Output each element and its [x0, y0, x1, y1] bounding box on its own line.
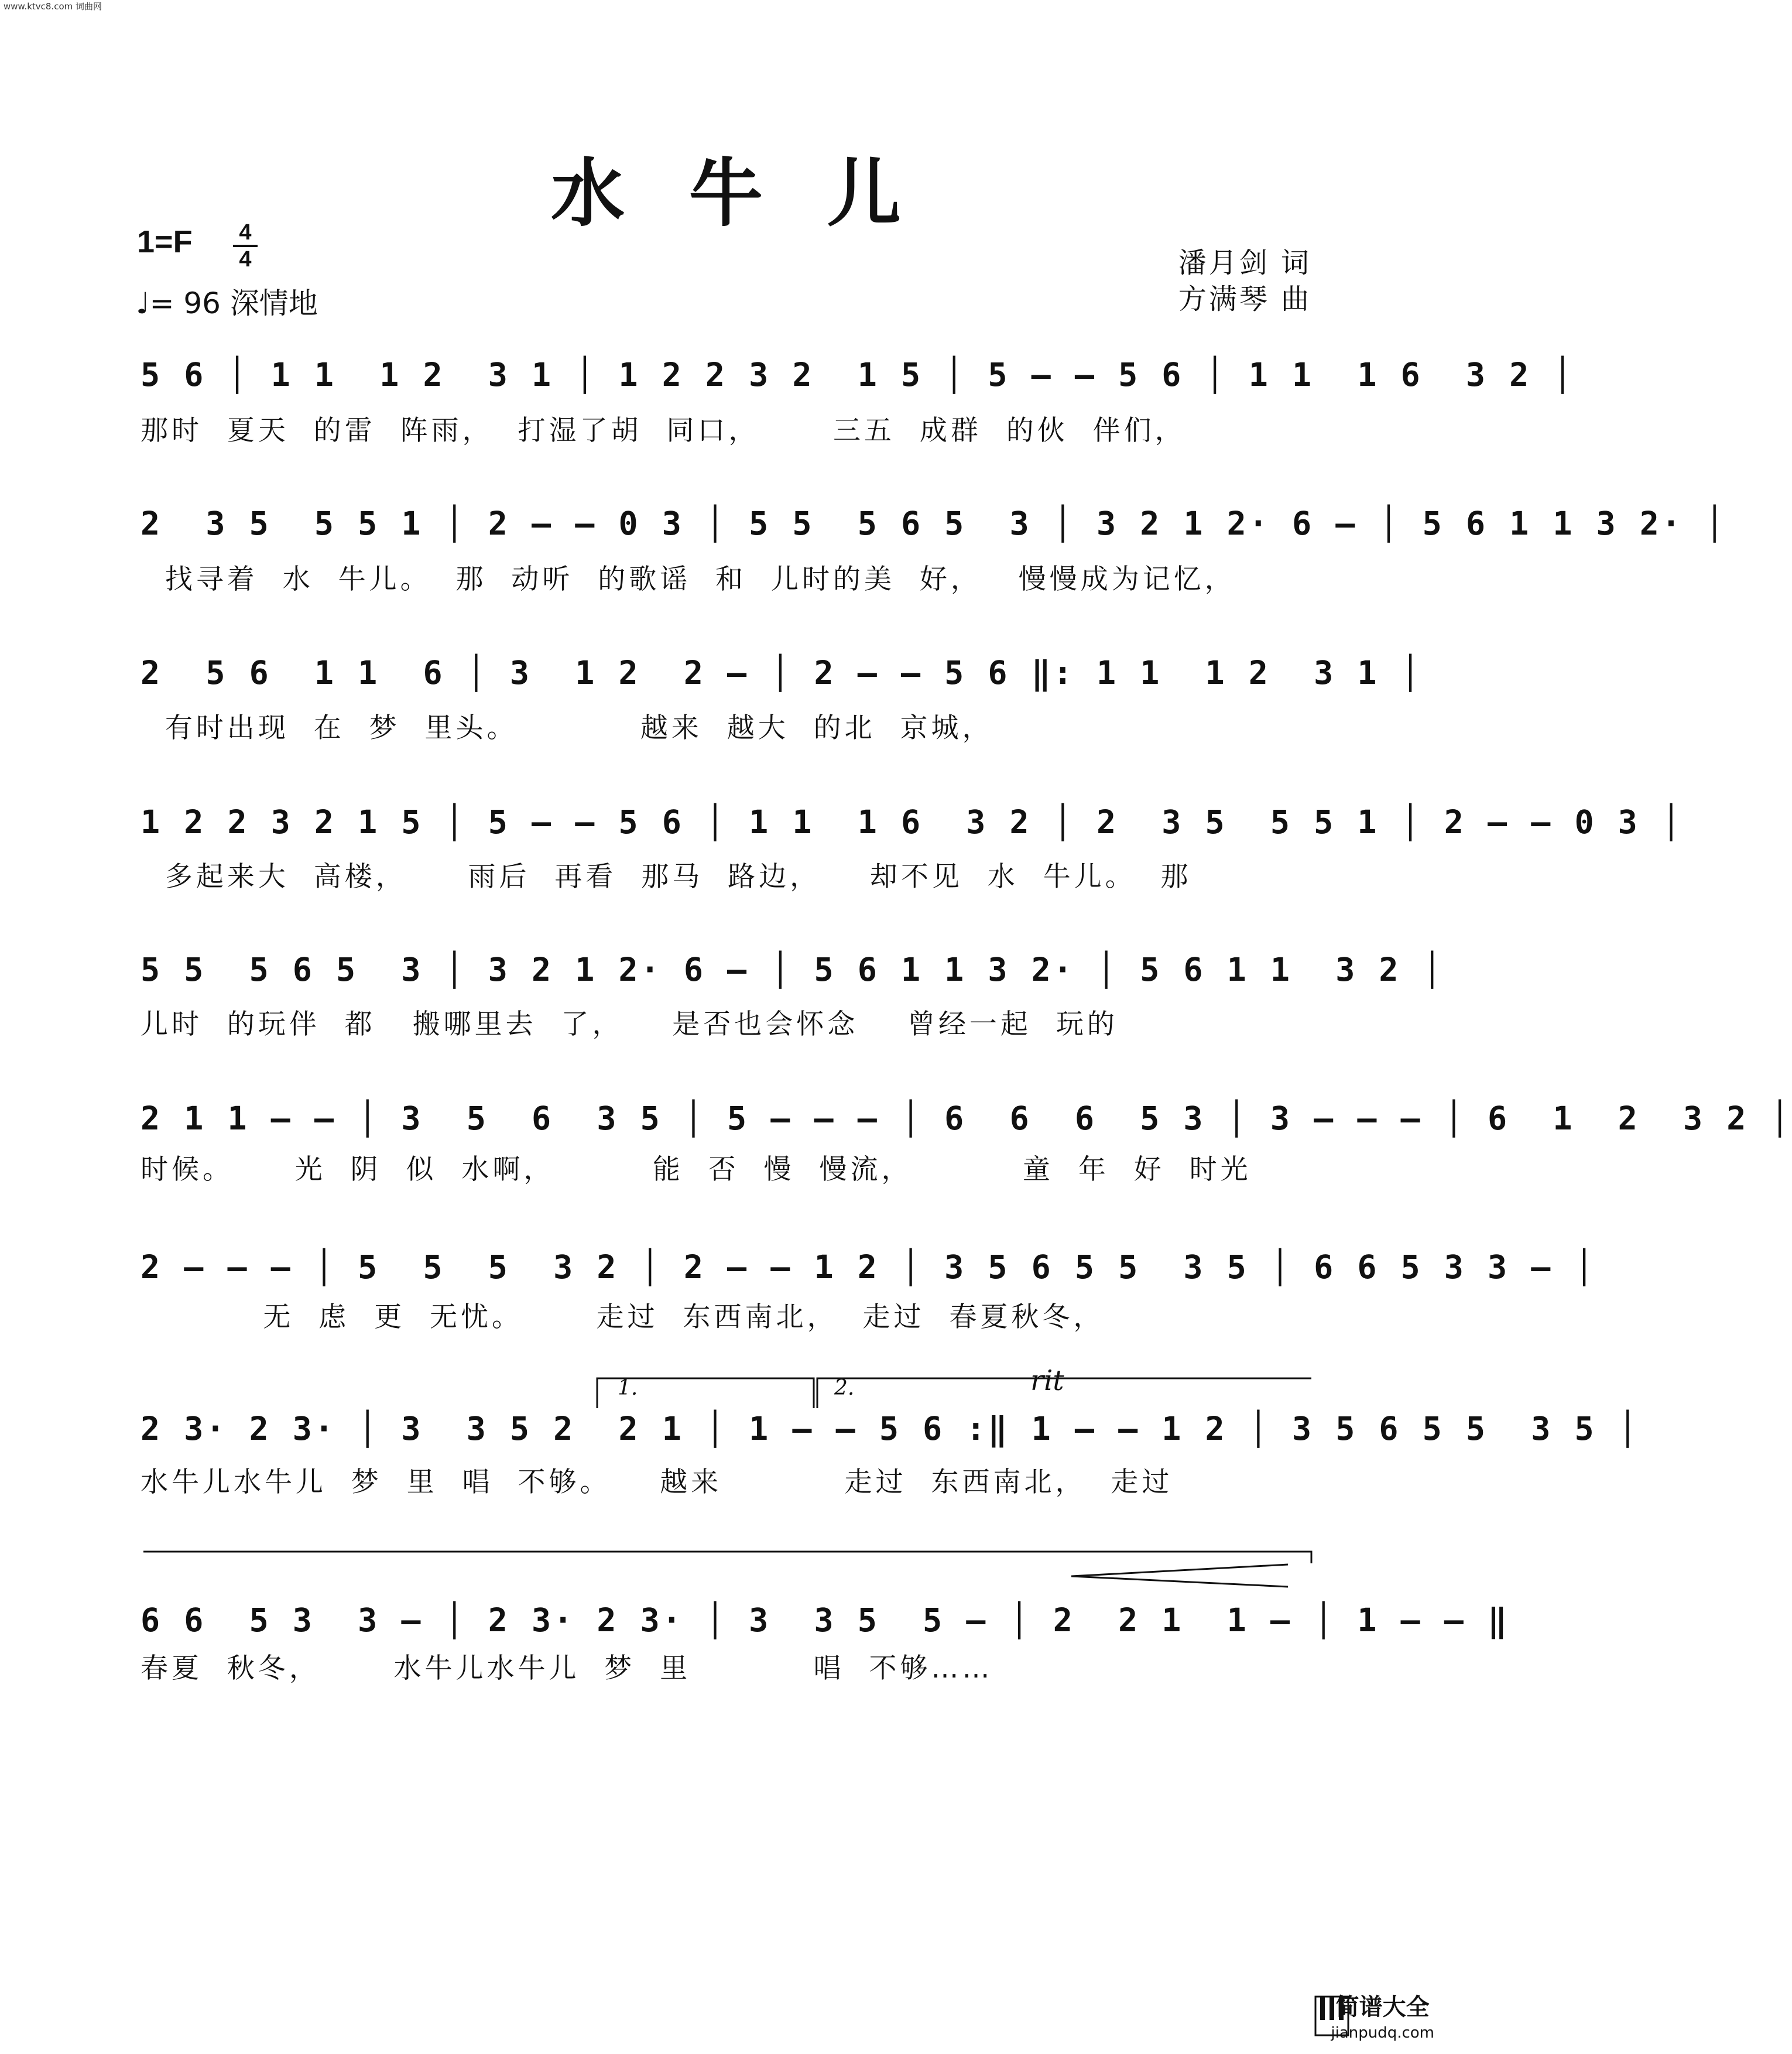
lyrics-line-2: 找寻着 水 牛儿。 那 动听 的歌谣 和 儿时的美 好， 慢慢成为记忆， — [141, 563, 1236, 595]
second-ending-label: 2. — [834, 1376, 855, 1400]
notation-line-8: 2 3· 2 3· │ 3 3 5 2 2 1 │ 1 – – 5 6 :‖ 1 – – 1 2 │ 3 5 6 5 5 3 5 │ — [141, 1410, 1640, 1447]
time-signature — [233, 221, 258, 271]
rit-extension-line — [143, 1552, 1311, 1563]
notation-line-4: 1 2 2 3 2 1 5 │ 5 – – 5 6 │ 1 1 1 6 3 2 │ 2 3 5 5 5 1 │ 2 – – 0 3 │ — [141, 803, 1684, 841]
lyrics-line-5: 儿时 的玩伴 都 搬哪里去 了， 是否也会怀念 曾经一起 玩的 — [141, 1008, 1118, 1040]
lyrics-line-1: 那时 夏天 的雷 阵雨， 打湿了胡 同口， 三五 成群 的伙 伴们， — [141, 415, 1186, 447]
lyrics-line-3: 有时出现 在 梦 里头。 越来 越大 的北 京城， — [141, 712, 993, 744]
lyrics-line-4: 多起来大 高楼， 雨后 再看 那马 路边， 却不见 水 牛儿。 那 — [141, 861, 1192, 893]
site-logo-url: jianpudq.com — [1331, 2024, 1434, 2042]
time-signature-bottom: 4 — [239, 247, 252, 272]
notation-line-1: 5 6 │ 1 1 1 2 3 1 │ 1 2 2 3 2 1 5 │ 5 – – 5 6 │ 1 1 1 6 3 2 │ — [141, 356, 1575, 393]
notation-line-9: 6 6 5 3 3 – │ 2 3· 2 3· │ 3 3 5 5 – │ 2 2 1 1 – │ 1 – – ‖ — [141, 1601, 1510, 1639]
lyrics-line-9: 春夏 秋冬， 水牛儿水牛儿 梦 里 唱 不够…… — [141, 1652, 993, 1685]
ritardando-mark: rit — [1030, 1364, 1064, 1397]
diminuendo-hairpin — [1071, 1565, 1288, 1587]
notation-line-5: 5 5 5 6 5 3 │ 3 2 1 2· 6 – │ 5 6 1 1 3 2· │ 5 6 1 1 3 2 │ — [141, 951, 1444, 988]
composer-credit: 方满琴 曲 — [1178, 283, 1311, 316]
second-ending-bracket — [817, 1378, 1311, 1408]
notation-line-6: 2 1 1 – – │ 3 5 6 3 5 │ 5 – – – │ 6 6 6 5 3 │ 3 – – – │ 6 1 2 3 2 │ — [141, 1100, 1792, 1137]
site-logo-name: 简谱大全 — [1335, 1994, 1430, 2021]
notation-line-3: 2 5 6 1 1 6 │ 3 1 2 2 – │ 2 – – 5 6 ‖: 1 1 1 2 3 1 │ — [141, 654, 1423, 691]
time-signature-top: 4 — [239, 220, 252, 245]
site-logo — [1331, 1994, 1434, 2046]
tempo-marking: ♩= 96 深情地 — [136, 286, 318, 320]
lyrics-line-8: 水牛儿水牛儿 梦 里 唱 不够。 越来 走过 东西南北， 走过 — [141, 1466, 1173, 1498]
lyricist-credit: 潘月剑 词 — [1178, 247, 1311, 279]
notation-line-2: 2 3 5 5 5 1 │ 2 – – 0 3 │ 5 5 5 6 5 3 │ 3 2 1 2· 6 – │ 5 6 1 1 3 2· │ — [141, 505, 1727, 542]
lyrics-line-6: 时候。 光 阴 似 水啊， 能 否 慢 慢流， 童 年 好 时光 — [141, 1153, 1252, 1186]
rit-extension — [0, 1540, 1452, 1598]
source-url: www.ktvc8.com 词曲网 — [4, 1, 102, 12]
key-signature: 1=F — [137, 224, 193, 259]
lyrics-line-7: 无 虑 更 无忧。 走过 东西南北， 走过 春夏秋冬， — [141, 1301, 1105, 1333]
notation-line-7: 2 – – – │ 5 5 5 3 2 │ 2 – – 1 2 │ 3 5 6 5 5 3 5 │ 6 6 5 3 3 – │ — [141, 1248, 1596, 1286]
page-title: 水牛儿 — [551, 150, 965, 237]
first-ending-label: 1. — [618, 1376, 638, 1400]
